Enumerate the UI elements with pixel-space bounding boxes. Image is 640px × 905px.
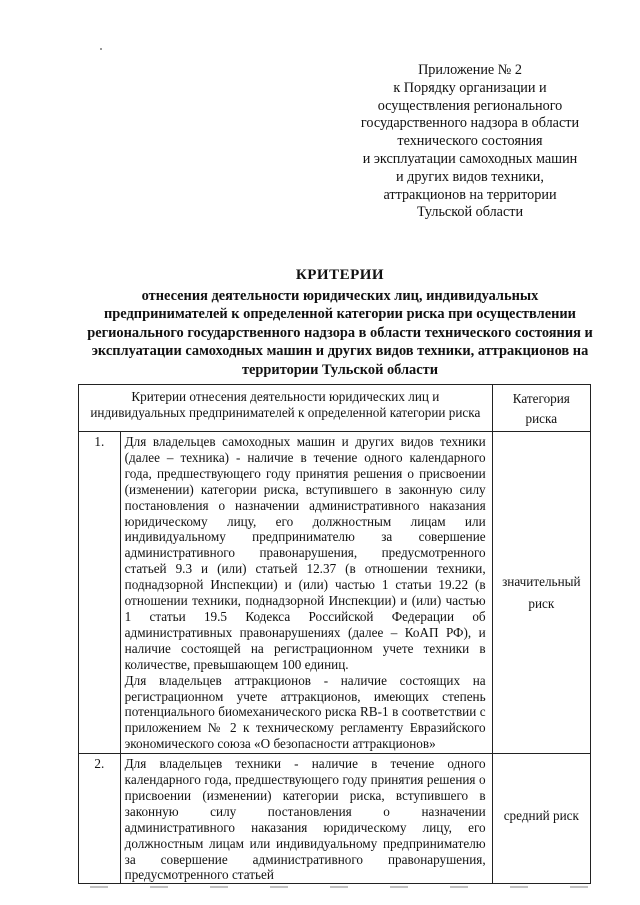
row-category-line1: значительный xyxy=(502,573,581,589)
annex-line: аттракционов на территории xyxy=(383,186,557,203)
header-category-line2: риска xyxy=(525,410,558,426)
row-number: 2. xyxy=(79,754,121,884)
table-row xyxy=(79,432,591,754)
annex-line: Тульской области xyxy=(416,204,524,221)
row-category xyxy=(492,432,590,754)
title-main: КРИТЕРИИ xyxy=(295,267,385,283)
annex-line: к Порядку организации и xyxy=(393,79,547,96)
annex-line: и эксплуатации самоходных машин xyxy=(362,150,578,167)
row-criteria-text xyxy=(120,432,492,754)
scan-speck xyxy=(100,48,102,50)
criteria-paragraph: Для владельцев аттракционов - наличие состоящих на регистрационном учете аттракционов, имеющих степень потенциального биомеханического риска RB-1 в соответствии с приложением № 2 к техническому регламенту Евразийского экономического союза «О безопасности аттракционов» xyxy=(124,672,486,752)
header-criteria: Критерии отнесения деятельности юридических лиц и индивидуальных предпринимателей к определенной категории риска xyxy=(79,385,493,432)
table-header-row xyxy=(79,385,591,432)
annex-line: Приложение № 2 xyxy=(418,62,522,78)
annex-line: технического состояния xyxy=(397,133,543,150)
document-title xyxy=(80,266,600,379)
row-category-line2: риск xyxy=(528,595,555,611)
title-subtitle: отнесения деятельности юридических лиц, индивидуальных предпринимателей к определенной категории риска при осуществлении регионального государственного надзора в области технического состояния и эксплуатации самоходных машин и других видов техники, аттракционов на территории Тульской области xyxy=(87,288,593,378)
annex-line: и других видов техники, xyxy=(396,168,544,185)
criteria-paragraph: Для владельцев самоходных машин и других видов техники (далее – техника) - наличие в течение одного календарного года, предшествующего году принятия решения о присвоении (изменении) категории риска, вступившего в законную силу постановления о назначении административного наказания юридическому лицу, его должностным лицам или индивидуальному предпринимателю за совершение административного правонарушения, предусмотренного статьей 9.3 и (или) статьей 12.37 (в отношении техники, поднадзорной Инспекции) и (или) частью 1 статьи 19.22 (в отношении техники, поднадзорной Инспекции) и (или) частью 1 статьи 19.5 Кодекса Российской Федерации об административных правонарушениях (далее – КоАП РФ), и наличие состоящей на регистрационном учете техники в количестве, превышающем 100 единиц. xyxy=(124,434,486,672)
criteria-paragraph: Для владельцев техники - наличие в течение одного календарного года, предшествующего году принятия решения о присвоении (изменении) категории риска, вступившего в законную силу постановления о назначении административного наказания юридическому лицу, его должностным лицам или индивидуальному предпринимателю за совершение административного правонарушения, предусмотренного статьей xyxy=(124,756,486,883)
row-criteria-text xyxy=(120,754,492,884)
annex-line: государственного надзора в области xyxy=(360,115,580,132)
annex-header xyxy=(330,62,610,222)
header-category-line1: Категория xyxy=(512,391,570,406)
row-category-line1: средний риск xyxy=(503,807,579,823)
annex-line: осуществления регионального xyxy=(377,97,563,114)
row-number: 1. xyxy=(79,432,121,754)
criteria-table xyxy=(78,384,591,884)
header-category xyxy=(492,385,590,432)
table-row xyxy=(79,754,591,884)
row-category xyxy=(492,754,590,884)
scan-footer-noise xyxy=(90,886,620,888)
